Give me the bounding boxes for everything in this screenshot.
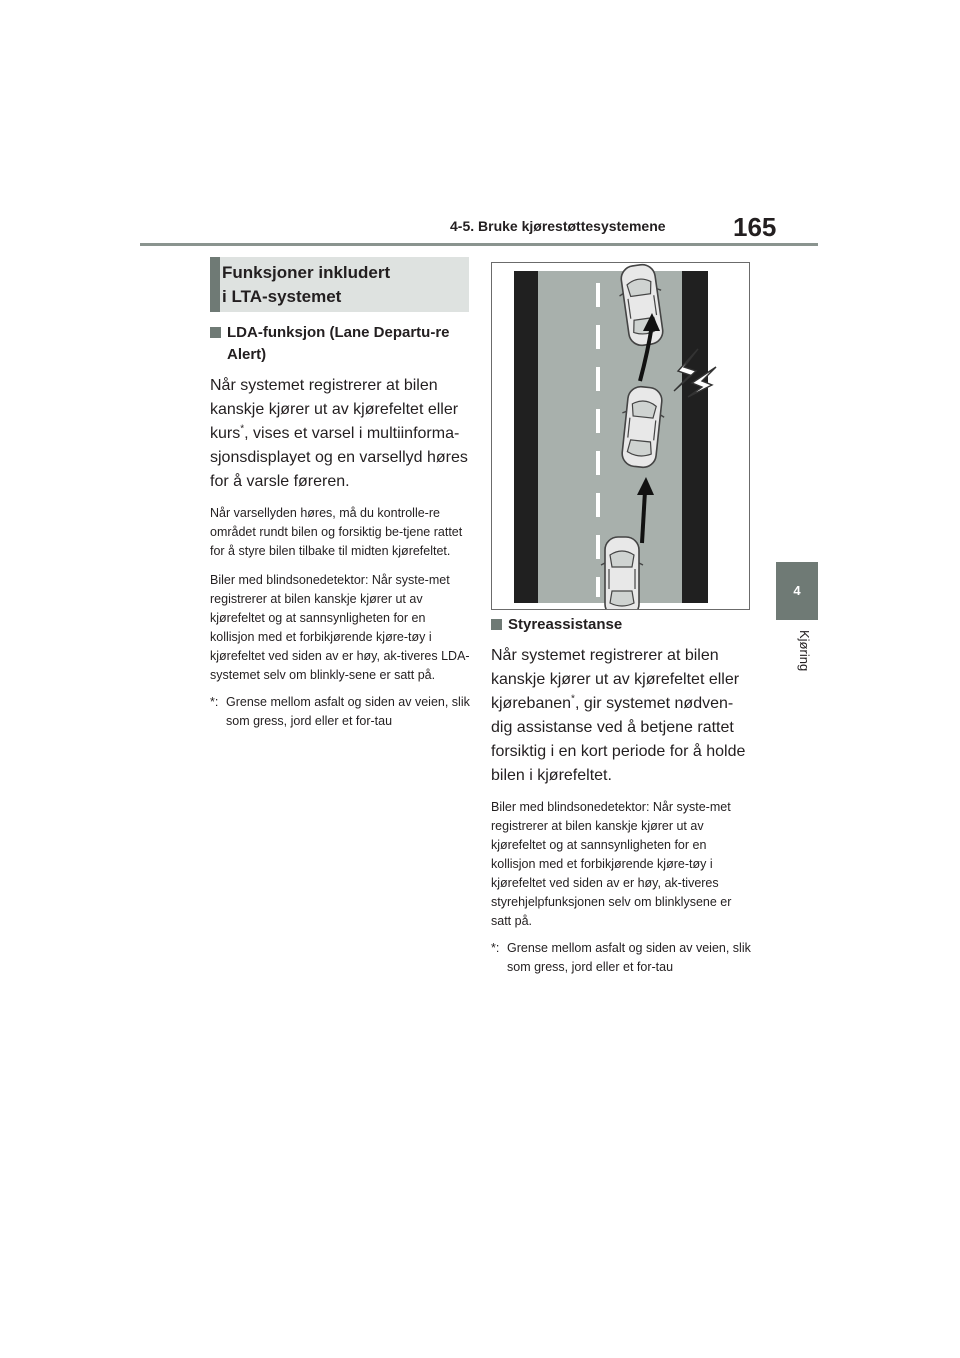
- page-number: 165: [733, 212, 777, 242]
- lda-body-text-2: , vises et varsel i multiinforma-sjonsdisplayet og en varsellyd høres for å varsle føreren.: [210, 425, 468, 490]
- footnote-text: Grense mellom asfalt og siden av veien, slik som gress, jord eller et for-tau: [507, 941, 751, 974]
- footnote-mark: *:: [210, 695, 219, 709]
- lane-illustration-svg: [492, 263, 749, 609]
- steering-assist-footnote: [491, 939, 753, 977]
- footnote-marker: *: [571, 693, 575, 705]
- footnote-marker: *: [240, 423, 245, 435]
- header-rule: [140, 243, 818, 246]
- road-right-edge: [682, 271, 708, 603]
- lda-footnote: [210, 693, 472, 731]
- lda-body: [210, 374, 472, 494]
- bullet-square-icon: [210, 327, 221, 338]
- footnote-mark: *:: [491, 941, 500, 955]
- section-heading-box: [210, 257, 469, 312]
- steering-assist-subheading: [491, 614, 753, 636]
- section-heading: Funksjoner inkludert i LTA-systemet: [222, 263, 391, 306]
- steering-assist-subheading-text: Styreassistanse: [508, 616, 623, 633]
- bullet-square-icon: [491, 619, 502, 630]
- lda-paragraph-2: Biler med blindsonedetektor: Når syste-met registrerer at bilen kanskje kjører ut av kjørefeltet og at sannsynligheten for en kollisjon med et forbikjørende kjøre-tøy i kjørefeltet ved siden av er høy, ak-tiveres LDA-systemet selv om blinkly-sene er satt på.: [210, 573, 470, 682]
- steering-assist-paragraph-1: Biler med blindsonedetektor: Når syste-met registrerer at bilen kanskje kjører ut av kjørefeltet og at sannsynligheten for en kollisjon med et forbikjørende kjøre-tøy i kjørefeltet ved siden av er høy, ak-tiveres styrehjelpfunksjonen selv om blinklysene er satt på.: [491, 800, 732, 928]
- lane-departure-illustration: [491, 262, 750, 610]
- chapter-tab[interactable]: 4: [776, 562, 818, 620]
- steering-body-text-1: Når systemet registrerer at bilen kanskje kjører ut av kjørefeltet eller kjørebanen: [491, 647, 740, 712]
- steering-assist-body: [491, 644, 753, 788]
- lda-subheading-text: LDA-funksjon (Lane Departu-re Alert): [227, 324, 450, 363]
- left-column: [210, 322, 472, 731]
- lda-subheading: [210, 322, 472, 366]
- lda-paragraph-1: Når varsellyden høres, må du kontrolle-re området rundt bilen og forsiktig be-tjene rattet for å styre bilen tilbake til midten kjørefeltet.: [210, 506, 463, 558]
- car-bottom: [601, 537, 643, 609]
- road-left-edge: [514, 271, 538, 603]
- chapter-tab-label: Kjøring: [797, 630, 812, 672]
- lda-body-text-1: Når systemet registrerer at bilen kanskje kjører ut av kjørefeltet eller kurs: [210, 377, 459, 442]
- running-header-section: 4-5. Bruke kjørestøttesystemene: [450, 218, 666, 234]
- steering-body-text-2: , gir systemet nødven-dig assistanse ved å betjene rattet forsiktig i en kort periode for å holde bilen i kjørefeltet.: [491, 695, 746, 784]
- footnote-text: Grense mellom asfalt og siden av veien, slik som gress, jord eller et for-tau: [226, 695, 470, 728]
- section-heading-bar: [210, 257, 220, 312]
- right-column: [491, 614, 753, 977]
